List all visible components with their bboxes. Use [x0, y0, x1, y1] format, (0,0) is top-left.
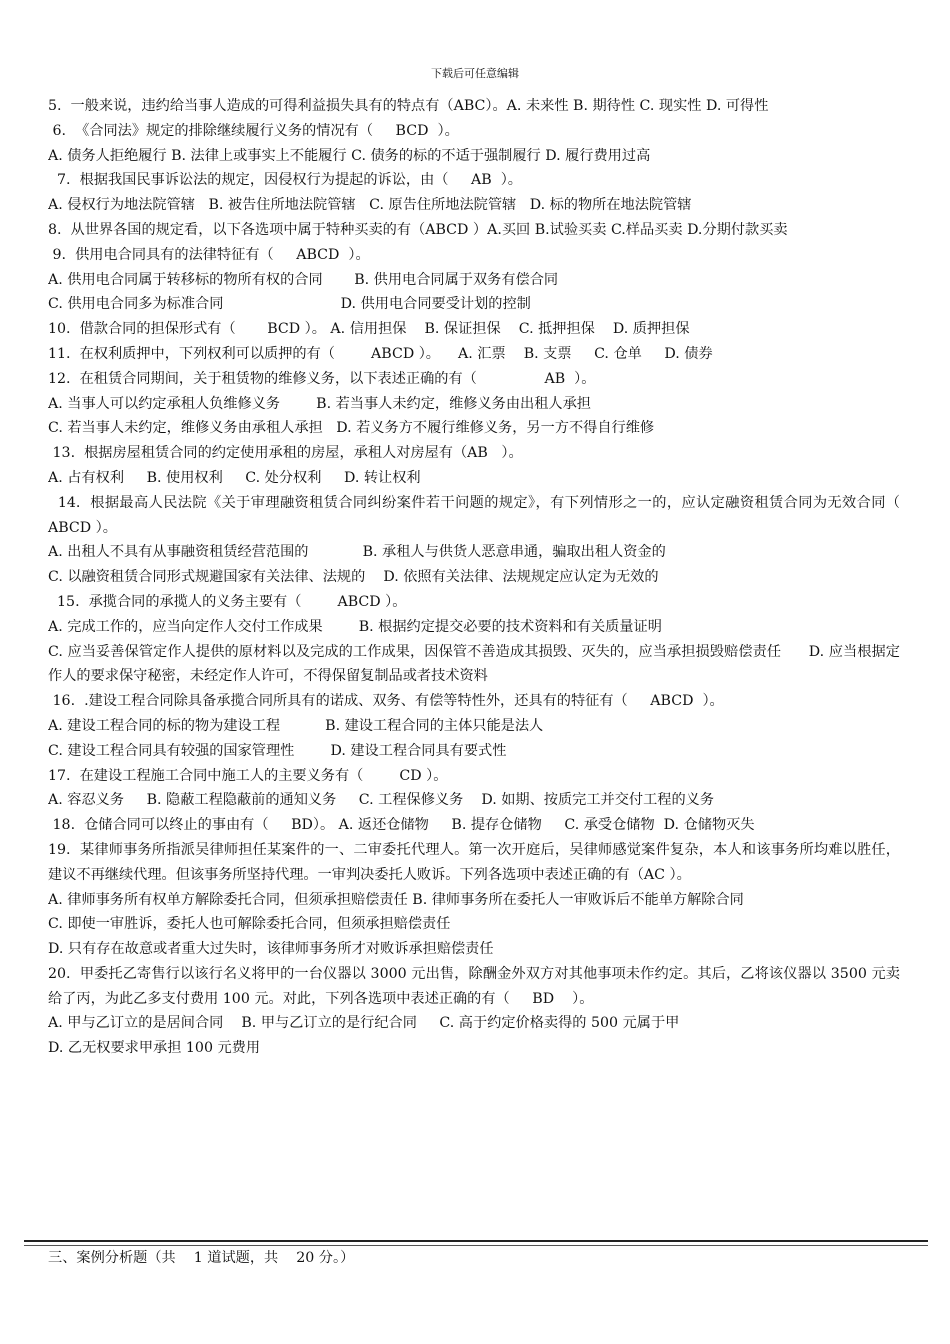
- text-line: D. 乙无权要求甲承担 100 元费用: [48, 1040, 261, 1057]
- question-list: [48, 94, 941, 1061]
- text-line: A. 占有权利 B. 使用权利 C. 处分权利 D. 转让权利: [48, 469, 421, 486]
- text-line: 5. 一般来说，违约给当事人造成的可得利益损失具有的特点有（ABC）。A. 未来性 B. 期待性 C. 现实性 D. 可得性: [48, 98, 769, 114]
- text-line: 10. 借款合同的担保形式有（ BCD ）。 A. 信用担保 B. 保证担保 C. 抵押担保 D. 质押担保: [48, 321, 690, 338]
- text-line: A. 律师事务所有权单方解除委托合同，但须承担赔偿责任 B. 律师事务所在委托人一审败诉后不能单方解除合同: [48, 891, 744, 908]
- section-divider-thick: [24, 1240, 928, 1242]
- text-line: 7. 根据我国民事诉讼法的规定，因侵权行为提起的诉讼，由（ AB ）。: [48, 172, 522, 189]
- text-line: A. 侵权行为地法院管辖 B. 被告住所地法院管辖 C. 原告住所地法院管辖 D. 标的物所在地法院管辖: [48, 197, 692, 214]
- text-line: 14. 根据最高人民法院《关于审理融资租赁合同纠纷案件若干问题的规定》，有下列情形之一的，应认定融资租赁合同为无效合同（ ABCD ）。: [48, 494, 941, 536]
- text-line: 9. 供用电合同具有的法律特征有（ ABCD ）。: [48, 246, 370, 263]
- section-title: 三、案例分析题（共 1 道试题，共 20 分。）: [48, 1250, 355, 1266]
- section-divider-thin: [24, 1245, 928, 1246]
- text-line: 15. 承揽合同的承揽人的义务主要有（ ABCD ）。: [48, 593, 407, 610]
- text-line: A. 债务人拒绝履行 B. 法律上或事实上不能履行 C. 债务的标的不适于强制履行 D. 履行费用过高: [48, 147, 651, 164]
- text-line: C. 若当事人未约定，维修义务由承租人承担 D. 若义务方不履行维修义务，另一方不得自行维修: [48, 420, 655, 437]
- text-line: 17. 在建设工程施工合同中施工人的主要义务有（ CD ）。: [48, 767, 448, 784]
- text-line: 12. 在租赁合同期间，关于租赁物的维修义务，以下表述正确的有（ AB ）。: [48, 370, 596, 387]
- text-line: 18. 仓储合同可以终止的事由有（ BD）。 A. 返还仓储物 B. 提存仓储物 C. 承受仓储物 D. 仓储物灭失: [48, 817, 755, 834]
- text-line: A. 甲与乙订立的是居间合同 B. 甲与乙订立的是行纪合同 C. 高于约定价格卖得的 500 元属于甲: [48, 1015, 680, 1032]
- text-line: 16. .建设工程合同除具备承揽合同所具有的诺成、双务、有偿等特性外，还具有的特征有（ ABCD ）。: [48, 693, 724, 710]
- text-line: C. 建设工程合同具有较强的国家管理性 D. 建设工程合同具有要式性: [48, 742, 507, 759]
- text-line: 11. 在权利质押中，下列权利可以质押的有（ ABCD ）。 A. 汇票 B. 支票 C. 仓单 D. 债券: [48, 345, 713, 362]
- text-line: D. 只有存在故意或者重大过失时，该律师事务所才对败诉承担赔偿责任: [48, 941, 494, 958]
- text-line: C. 即使一审胜诉，委托人也可解除委托合同，但须承担赔偿责任: [48, 916, 451, 933]
- text-line: A. 建设工程合同的标的物为建设工程 B. 建设工程合同的主体只能是法人: [48, 717, 544, 734]
- text-line: A. 完成工作的，应当向定作人交付工作成果 B. 根据约定提交必要的技术资料和有关质量证明: [48, 618, 662, 635]
- text-line: 19. 某律师事务所指派吴律师担任某案件的一、二审委托代理人。第一次开庭后，吴律师感觉案件复杂，本人和该事务所均难以胜任，建议不再继续代理。但该事务所坚持代理。一审判决委托人败诉。下列各选项中表述正确的有（AC ）。: [48, 841, 900, 883]
- text-line: 13. 根据房屋租赁合同的约定使用承租的房屋，承租人对房屋有（AB ）。: [48, 445, 523, 462]
- text-line: C. 应当妥善保管定作人提供的原材料以及完成的工作成果，因保管不善造成其损毁、灭失的，应当承担损毁赔偿责任 D. 应当根据定作人的要求保守秘密，未经定作人许可，不得保留复制品或者技术资料: [48, 643, 900, 685]
- text-line: C. 供用电合同多为标准合同 D. 供用电合同要受计划的控制: [48, 296, 531, 313]
- text-line: 8. 从世界各国的规定看，以下各选项中属于特种买卖的有（ABCD ）A.买回 B.试验买卖 C.样品买卖 D.分期付款买卖: [48, 221, 788, 238]
- text-line: 20. 甲委托乙寄售行以该行名义将甲的一台仪器以 3000 元出售，除酬金外双方对其他事项未作约定。其后，乙将该仪器以 3500 元卖给了丙，为此乙多支付费用 100 元。对此，下列各选项中表述正确的有（ BD ）。: [48, 965, 900, 1007]
- text-line: A. 容忍义务 B. 隐蔽工程隐蔽前的通知义务 C. 工程保修义务 D. 如期、按质完工并交付工程的义务: [48, 792, 715, 809]
- text-line: A. 出租人不具有从事融资租赁经营范围的 B. 承租人与供货人恶意串通，骗取出租人资金的: [48, 544, 666, 561]
- text-line: A. 当事人可以约定承租人负维修义务 B. 若当事人未约定，维修义务由出租人承担: [48, 395, 591, 412]
- text-line: 6. 《合同法》规定的排除继续履行义务的情况有（ BCD ）。: [48, 122, 459, 139]
- text-line: A. 供用电合同属于转移标的物所有权的合同 B. 供用电合同属于双务有偿合同: [48, 271, 559, 288]
- text-line: C. 以融资租赁合同形式规避国家有关法律、法规的 D. 依照有关法律、法规规定应认定为无效的: [48, 569, 659, 586]
- page-header: 下载后可任意编辑: [431, 67, 519, 80]
